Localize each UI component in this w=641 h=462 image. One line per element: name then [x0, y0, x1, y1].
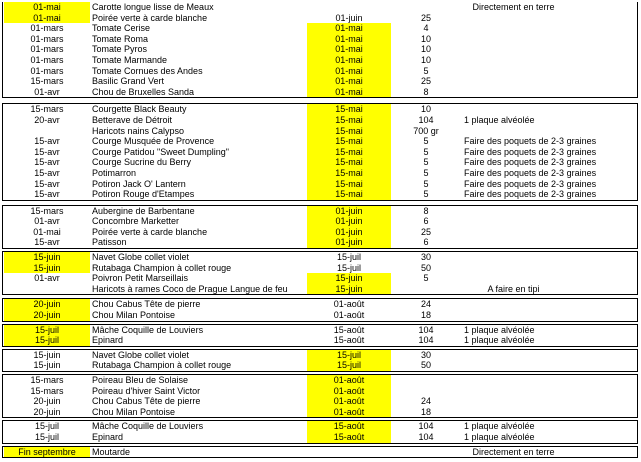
planting-date-cell[interactable]: 01-août — [307, 386, 391, 397]
table-row — [3, 227, 637, 238]
planting-date-cell[interactable]: 01-août — [333, 310, 365, 321]
planting-date-cell[interactable]: 15-août — [333, 324, 365, 335]
quantity-cell[interactable]: 10 — [420, 44, 431, 55]
variety-name-cell[interactable]: Chou Cabus Tête de pierre — [92, 299, 201, 310]
quantity-cell[interactable]: 104 — [418, 421, 434, 432]
note-cell[interactable] — [464, 350, 636, 361]
note-cell[interactable] — [464, 66, 636, 77]
planting-date-cell[interactable]: 15-août — [307, 432, 391, 443]
table-row — [3, 447, 637, 458]
variety-name-cell[interactable]: Potimarron — [92, 167, 137, 178]
sowing-date-cell[interactable]: 15-mars — [30, 385, 64, 396]
planting-date-cell[interactable]: 15-juil — [307, 360, 391, 371]
note-cell[interactable] — [464, 55, 636, 66]
sowing-date-cell[interactable]: 01-mai — [4, 2, 90, 13]
crop-group — [2, 103, 638, 200]
quantity-cell[interactable]: 24 — [420, 299, 431, 310]
quantity-cell[interactable]: 18 — [420, 310, 431, 321]
planting-date-cell[interactable]: 15-mai — [307, 168, 391, 179]
quantity-cell[interactable]: 5 — [423, 189, 429, 200]
quantity-cell[interactable]: 10 — [420, 33, 431, 44]
table-row — [3, 360, 637, 371]
quantity-cell[interactable]: 50 — [420, 360, 431, 371]
quantity-cell[interactable]: 5 — [423, 65, 429, 76]
crop-group — [2, 374, 638, 418]
table-row — [3, 407, 637, 418]
quantity-cell[interactable] — [391, 375, 461, 386]
table-row — [3, 126, 637, 137]
planting-date-cell[interactable]: 01-juin — [307, 237, 391, 248]
note-cell[interactable] — [464, 299, 636, 310]
planting-date-cell[interactable]: 15-mai — [307, 157, 391, 168]
note-cell[interactable] — [464, 23, 636, 34]
variety-name-cell[interactable]: Navet Globe collet violet — [92, 252, 190, 263]
variety-name-cell[interactable]: Potiron Jack O' Lantern — [92, 178, 186, 189]
table-row — [3, 299, 637, 310]
quantity-cell[interactable]: 30 — [420, 349, 431, 360]
sowing-date-cell[interactable]: 01-mars — [30, 23, 64, 34]
planting-date-cell[interactable]: 15-août — [307, 421, 391, 432]
planting-date-cell[interactable]: 15-mai — [307, 126, 391, 137]
sowing-date-cell[interactable]: 01-avr — [34, 273, 60, 284]
quantity-cell[interactable]: 24 — [420, 396, 431, 407]
planting-date-cell[interactable]: 01-mai — [307, 55, 391, 66]
crop-group — [2, 298, 638, 321]
table-row — [3, 375, 637, 386]
variety-name-cell[interactable]: Basilic Grand Vert — [92, 76, 165, 87]
sowing-date-cell[interactable]: 15-avr — [34, 167, 60, 178]
note-cell[interactable]: 1 plaque alvéolée — [464, 324, 535, 335]
note-cell[interactable] — [464, 44, 636, 55]
quantity-cell[interactable]: 104 — [418, 335, 434, 346]
table-row — [3, 310, 637, 321]
sowing-date-cell[interactable]: Fin septembre — [4, 447, 90, 458]
variety-name-cell[interactable]: Poirée verte à carde blanche — [92, 12, 208, 23]
sowing-date-cell[interactable]: 15-avr — [34, 237, 60, 248]
sowing-date-cell[interactable]: 20-juin — [4, 299, 90, 310]
variety-name-cell[interactable]: Carotte longue lisse de Meaux — [92, 2, 214, 12]
variety-name-cell[interactable]: Tomate Roma — [92, 33, 149, 44]
table-row — [3, 350, 637, 361]
sowing-date-cell[interactable]: 01-mai — [4, 13, 90, 24]
note-cell[interactable] — [464, 273, 636, 284]
table-row — [3, 179, 637, 190]
planting-date-cell[interactable]: 01-août — [333, 299, 365, 310]
planting-date-cell[interactable] — [307, 2, 391, 13]
planting-date-cell[interactable]: 01-mai — [307, 23, 391, 34]
planting-date-cell[interactable]: 01-juin — [307, 227, 391, 238]
sowing-date-cell[interactable]: 20-juin — [33, 406, 61, 417]
table-row — [3, 87, 637, 98]
note-cell[interactable]: Faire des poquets de 2-3 graines — [464, 136, 597, 147]
quantity-cell[interactable]: 25 — [420, 226, 431, 237]
planting-date-cell[interactable]: 15-mai — [307, 115, 391, 126]
note-cell[interactable]: 1 plaque alvéolée — [464, 335, 535, 346]
note-cell[interactable] — [464, 34, 636, 45]
crop-group — [2, 205, 638, 249]
note-cell[interactable] — [464, 104, 636, 115]
sowing-date-cell[interactable]: 15-mars — [30, 205, 64, 216]
sowing-date-cell[interactable]: 15-juin — [4, 263, 90, 274]
sowing-date-cell[interactable]: 15-juin — [33, 360, 61, 371]
sowing-date-cell[interactable]: 01-mars — [30, 33, 64, 44]
sowing-date-cell[interactable]: 15-juin — [4, 252, 90, 263]
table-row — [3, 335, 637, 346]
sowing-date-cell[interactable]: 01-avr — [34, 86, 60, 97]
quantity-cell[interactable]: 6 — [423, 216, 429, 227]
table-row — [3, 396, 637, 407]
crop-group — [2, 420, 638, 443]
note-cell[interactable]: Faire des poquets de 2-3 graines — [464, 178, 597, 189]
variety-name-cell[interactable]: Patisson — [92, 237, 127, 248]
variety-name-cell[interactable]: Epinard — [92, 431, 124, 442]
table-row — [3, 273, 637, 284]
quantity-cell[interactable]: 5 — [423, 167, 429, 178]
variety-name-cell[interactable]: Haricots nains Calypso — [92, 125, 185, 136]
sowing-date-cell[interactable]: 01-mars — [30, 44, 64, 55]
planting-date-cell[interactable]: 01-juin — [307, 216, 391, 227]
planting-date-cell[interactable]: 01-août — [307, 396, 391, 407]
note-cell[interactable] — [464, 407, 636, 418]
crop-group — [2, 2, 638, 98]
table-row — [3, 263, 637, 274]
sowing-date-cell[interactable]: 20-juin — [4, 310, 90, 321]
variety-name-cell[interactable]: Mâche Coquille de Louviers — [92, 421, 204, 432]
note-cell[interactable] — [464, 216, 636, 227]
quantity-cell[interactable]: 4 — [423, 23, 429, 34]
planting-date-cell[interactable]: 15-mai — [307, 147, 391, 158]
table-row — [3, 168, 637, 179]
note-cell[interactable] — [464, 360, 636, 371]
planting-date-cell[interactable]: 01-mai — [307, 34, 391, 45]
sowing-date-cell[interactable]: 15-avr — [34, 136, 60, 147]
sowing-date-cell[interactable]: 15-mars — [30, 375, 64, 385]
quantity-cell[interactable]: 104 — [418, 431, 434, 442]
quantity-cell[interactable]: 5 — [423, 157, 429, 168]
note-cell[interactable] — [464, 126, 636, 137]
sowing-date-cell[interactable]: 20-avr — [34, 114, 60, 125]
table-row — [3, 421, 637, 432]
sowing-date-cell[interactable]: 15-avr — [34, 157, 60, 168]
variety-name-cell[interactable]: Navet Globe collet violet — [92, 349, 190, 360]
sowing-date-cell[interactable]: 01-mars — [30, 54, 64, 65]
variety-name-cell[interactable]: Courge Musquée de Provence — [92, 136, 215, 147]
table-row — [3, 23, 637, 34]
quantity-cell[interactable]: 5 — [423, 273, 429, 284]
quantity-cell[interactable]: 5 — [423, 178, 429, 189]
variety-name-cell[interactable]: Tomate Cerise — [92, 23, 151, 34]
planting-date-cell[interactable]: 15-juin — [307, 273, 391, 284]
table-row — [3, 284, 637, 295]
table-row — [3, 44, 637, 55]
table-row — [3, 386, 637, 397]
quantity-cell[interactable]: 5 — [423, 146, 429, 157]
planting-date-cell[interactable]: 01-juin — [335, 12, 363, 23]
quantity-cell[interactable]: 8 — [423, 205, 429, 216]
sowing-date-cell[interactable]: 01-avr — [34, 216, 60, 227]
table-row — [3, 206, 637, 217]
note-cell[interactable] — [464, 263, 636, 274]
variety-name-cell[interactable]: Courge Patidou "Sweet Dumpling" — [92, 146, 229, 157]
table-row — [3, 76, 637, 87]
table-row — [3, 55, 637, 66]
variety-name-cell[interactable]: Tomate Cornues des Andes — [92, 65, 203, 76]
table-row — [3, 432, 637, 443]
variety-name-cell[interactable]: Courge Sucrine du Berry — [92, 157, 192, 168]
planting-date-cell[interactable]: 01-juin — [307, 206, 391, 217]
sowing-date-cell[interactable]: 20-juin — [33, 396, 61, 407]
table-row — [3, 13, 637, 24]
variety-name-cell[interactable]: Moutarde — [92, 446, 131, 457]
quantity-cell[interactable]: 104 — [418, 324, 434, 335]
variety-name-cell[interactable]: Poireau Bleu de Solaise — [92, 375, 189, 385]
note-cell[interactable]: Faire des poquets de 2-3 graines — [464, 157, 597, 168]
sowing-date-cell[interactable]: 15-avr — [34, 146, 60, 157]
planting-date-cell[interactable]: 15-juin — [307, 284, 391, 295]
note-cell[interactable] — [464, 13, 636, 24]
sowing-date-cell[interactable]: 15-avr — [34, 178, 60, 189]
sowing-date-cell[interactable] — [4, 126, 90, 137]
sowing-date-cell[interactable]: 01-mai — [33, 226, 61, 237]
quantity-cell[interactable]: 700 gr — [413, 125, 439, 136]
variety-name-cell[interactable]: Courgette Black Beauty — [92, 104, 187, 115]
planting-date-cell[interactable]: 15-mai — [307, 189, 391, 200]
planting-date-cell[interactable]: 15-juil — [336, 262, 361, 273]
sowing-date-cell[interactable]: 15-juin — [33, 349, 61, 360]
variety-name-cell[interactable]: Chou Cabus Tête de pierre — [92, 396, 201, 407]
sowing-date-cell[interactable]: 15-juil — [34, 431, 59, 442]
note-cell[interactable] — [464, 386, 636, 397]
note-cell[interactable]: 1 plaque alvéolée — [464, 421, 535, 432]
note-cell[interactable]: Faire des poquets de 2-3 graines — [464, 146, 597, 157]
variety-name-cell[interactable]: Potiron Rouge d'Etampes — [92, 189, 195, 200]
variety-name-cell[interactable]: Poivron Petit Marseillais — [92, 273, 189, 284]
table-row — [3, 66, 637, 77]
table-row — [3, 104, 637, 115]
table-row — [3, 189, 637, 200]
variety-name-cell[interactable]: Chou de Bruxelles Sanda — [92, 86, 195, 97]
planting-date-cell[interactable]: 15-juil — [307, 350, 391, 361]
sowing-date-cell[interactable]: 15-avr — [34, 189, 60, 200]
planting-date-cell[interactable]: 01-mai — [307, 76, 391, 87]
table-row — [3, 237, 637, 248]
crop-group — [2, 324, 638, 347]
sowing-date-cell[interactable]: 15-mars — [30, 76, 64, 87]
note-cell[interactable]: 1 plaque alvéolée — [464, 431, 535, 442]
variety-name-cell[interactable]: Betterave de Détroit — [92, 114, 173, 125]
table-row — [3, 216, 637, 227]
table-row — [3, 147, 637, 158]
note-cell[interactable]: Directement en terre — [472, 446, 555, 457]
quantity-cell[interactable]: 18 — [420, 406, 431, 417]
planting-date-cell[interactable]: 15-juil — [336, 252, 361, 263]
variety-name-cell[interactable]: Mâche Coquille de Louviers — [92, 324, 204, 335]
sowing-date-cell[interactable]: 15-juil — [4, 325, 90, 336]
planting-date-cell[interactable]: 01-mai — [307, 44, 391, 55]
crop-group — [2, 446, 638, 459]
note-cell[interactable] — [464, 87, 636, 98]
quantity-cell[interactable]: 104 — [418, 114, 434, 125]
quantity-cell[interactable]: 50 — [420, 262, 431, 273]
planting-date-cell[interactable]: 15-août — [333, 335, 365, 346]
planting-date-cell[interactable]: 01-mai — [307, 66, 391, 77]
table-row — [3, 136, 637, 147]
quantity-cell[interactable]: 10 — [420, 54, 431, 65]
note-cell[interactable]: Directement en terre — [472, 2, 555, 12]
quantity-cell[interactable]: 5 — [423, 136, 429, 147]
sowing-date-cell[interactable]: 01-mars — [30, 65, 64, 76]
quantity-cell[interactable]: 6 — [423, 237, 429, 248]
variety-name-cell[interactable]: Chou Milan Pontoise — [92, 310, 176, 321]
note-cell[interactable] — [464, 227, 636, 238]
table-row — [3, 252, 637, 263]
note-cell[interactable]: A faire en tipi — [487, 283, 540, 294]
sowing-date-cell[interactable]: 15-juil — [34, 421, 59, 432]
planting-date-cell[interactable]: 15-mai — [307, 104, 391, 115]
table-row — [3, 325, 637, 336]
table-row — [3, 115, 637, 126]
note-cell[interactable]: Faire des poquets de 2-3 graines — [464, 189, 597, 200]
variety-name-cell[interactable]: Poirée verte à carde blanche — [92, 226, 208, 237]
note-cell[interactable] — [464, 252, 636, 263]
note-cell[interactable] — [464, 206, 636, 217]
planting-date-cell[interactable] — [307, 447, 391, 458]
crop-group — [2, 251, 638, 295]
sowing-date-cell[interactable]: 15-juil — [4, 335, 90, 346]
sowing-date-cell[interactable] — [4, 284, 90, 295]
crop-group — [2, 349, 638, 372]
variety-name-cell[interactable]: Tomate Marmande — [92, 54, 168, 65]
planting-date-cell[interactable]: 15-mai — [307, 136, 391, 147]
planting-date-cell[interactable]: 01-août — [307, 375, 391, 386]
planting-date-cell[interactable]: 15-mai — [307, 179, 391, 190]
variety-name-cell[interactable]: Poireau d'hiver Saint Victor — [92, 385, 201, 396]
variety-name-cell[interactable]: Concombre Marketter — [92, 216, 180, 227]
quantity-cell[interactable]: 30 — [420, 252, 431, 263]
note-cell[interactable]: Faire des poquets de 2-3 graines — [464, 167, 597, 178]
variety-name-cell[interactable]: Haricots à rames Coco de Prague Langue de feu — [92, 283, 288, 294]
quantity-cell[interactable]: 10 — [420, 104, 431, 115]
sowing-date-cell[interactable]: 15-mars — [30, 104, 64, 115]
note-cell[interactable] — [464, 375, 636, 386]
note-cell[interactable] — [464, 76, 636, 87]
variety-name-cell[interactable]: Epinard — [92, 335, 124, 346]
variety-name-cell[interactable]: Chou Milan Pontoise — [92, 406, 176, 417]
note-cell[interactable] — [464, 237, 636, 248]
quantity-cell[interactable] — [391, 386, 461, 397]
quantity-cell[interactable]: 25 — [420, 12, 431, 23]
note-cell[interactable]: 1 plaque alvéolée — [464, 114, 535, 125]
planting-date-cell[interactable]: 01-mai — [307, 87, 391, 98]
table-row — [3, 34, 637, 45]
variety-name-cell[interactable]: Tomate Pyros — [92, 44, 148, 55]
variety-name-cell[interactable]: Rutabaga Champion à collet rouge — [92, 262, 232, 273]
quantity-cell[interactable]: 8 — [423, 86, 429, 97]
table-row — [3, 2, 637, 13]
note-cell[interactable] — [464, 396, 636, 407]
variety-name-cell[interactable]: Aubergine de Barbentane — [92, 205, 195, 216]
variety-name-cell[interactable]: Rutabaga Champion à collet rouge — [92, 360, 232, 371]
table-row — [3, 157, 637, 168]
note-cell[interactable] — [464, 310, 636, 321]
quantity-cell[interactable]: 25 — [420, 76, 431, 87]
planting-date-cell[interactable]: 01-août — [307, 407, 391, 418]
